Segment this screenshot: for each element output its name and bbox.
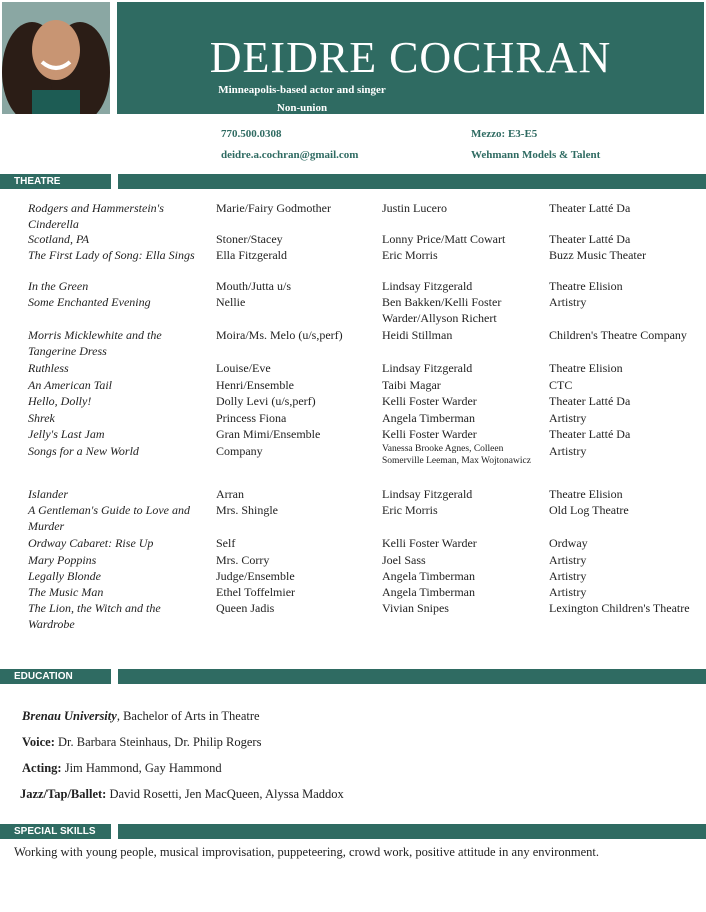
company: Theatre Elision (549, 361, 623, 375)
company: Theater Latté Da (549, 394, 631, 408)
company: Artistry (549, 295, 587, 309)
role: Princess Fiona (216, 411, 287, 425)
role: Mrs. Shingle (216, 503, 279, 517)
show-title: The Music Man (28, 585, 104, 599)
education-voice (22, 734, 261, 750)
role: Self (216, 536, 236, 550)
director: Angela Timberman (382, 411, 475, 425)
headshot-photo (2, 2, 110, 114)
skills-section-header (0, 824, 111, 839)
director: Taibi Magar (382, 378, 441, 392)
show-title: Shrek (28, 411, 55, 425)
role: Henri/Ensemble (216, 378, 294, 392)
director: Angela Timberman (382, 585, 475, 599)
role: Dolly Levi (u/s,perf) (216, 394, 316, 408)
actor-name: DEIDRE COCHRAN (209, 33, 612, 82)
section-label: EDUCATION (14, 671, 73, 682)
company: Theatre Elision (549, 487, 623, 501)
company: Old Log Theatre (549, 503, 629, 517)
agency: Wehmann Models & Talent (471, 149, 601, 161)
section-rule (118, 824, 706, 839)
education-section-header (0, 669, 111, 684)
show-title: An American Tail (28, 378, 113, 392)
director: Kelli Foster Warder (382, 394, 477, 408)
company: Theater Latté Da (549, 201, 631, 215)
degree: , Bachelor of Arts in Theatre (116, 709, 260, 723)
role: Queen Jadis (216, 601, 275, 615)
director: Kelli Foster Warder (382, 427, 477, 441)
dance-teachers: David Rosetti, Jen MacQueen, Alyssa Maddox (106, 787, 344, 801)
show-title: Scotland, PA (28, 232, 90, 246)
director: Joel Sass (382, 553, 426, 567)
director: Eric Morris (382, 248, 438, 262)
company: CTC (549, 378, 573, 392)
voice-range: Mezzo: E3-E5 (471, 128, 538, 140)
director: Kelli Foster Warder (382, 536, 477, 550)
company: Children's Theatre Company (549, 328, 687, 342)
show-title: Morris Micklewhite and the Tangerine Dress (28, 328, 162, 358)
role: Marie/Fairy Godmother (216, 201, 331, 215)
show-title: Rodgers and Hammerstein's Cinderella (28, 201, 164, 231)
director: Eric Morris (382, 503, 438, 517)
show-title: Ruthless (28, 361, 69, 375)
dance-label: Jazz/Tap/Ballet: (20, 787, 107, 801)
headshot-image (2, 2, 110, 114)
show-title: Islander (28, 487, 68, 501)
section-label: SPECIAL SKILLS (14, 826, 96, 837)
role: Gran Mimi/Ensemble (216, 427, 321, 441)
union-status: Non-union (276, 102, 328, 114)
show-title: Ordway Cabaret: Rise Up (28, 536, 154, 550)
school-name: Brenau University (22, 709, 117, 723)
director: Lindsay Fitzgerald (382, 361, 473, 375)
voice-label: Voice: (22, 735, 55, 749)
acting-teachers: Jim Hammond, Gay Hammond (61, 761, 222, 775)
voice-teachers: Dr. Barbara Steinhaus, Dr. Philip Rogers (54, 735, 262, 749)
company: Artistry (549, 411, 587, 425)
education-degree (22, 708, 260, 724)
show-title: A Gentleman's Guide to Love and Murder (28, 503, 190, 533)
director: Lindsay Fitzgerald (382, 487, 473, 501)
director: Justin Lucero (382, 201, 447, 215)
show-title: The Lion, the Witch and the Wardrobe (28, 601, 161, 631)
special-skills-text: Working with young people, musical improvisation, puppeteering, crowd work, positive attitude in any environment. (14, 845, 599, 859)
role: Louise/Eve (216, 361, 271, 375)
show-title: Hello, Dolly! (28, 394, 92, 408)
email-address: deidre.a.cochran@gmail.com (221, 149, 359, 161)
role: Mouth/Jutta u/s (216, 279, 292, 293)
show-title: Some Enchanted Evening (28, 295, 151, 309)
phone-number: 770.500.0308 (221, 128, 282, 140)
show-title: Mary Poppins (28, 553, 97, 567)
company: Artistry (549, 585, 587, 599)
director: Ben Bakken/Kelli Foster Warder/Allyson Richert (382, 295, 502, 325)
role: Moira/Ms. Melo (u/s,perf) (216, 328, 343, 342)
company: Artistry (549, 553, 587, 567)
show-title: Jelly's Last Jam (28, 427, 105, 441)
section-rule (118, 174, 706, 189)
director: Lindsay Fitzgerald (382, 279, 473, 293)
section-label: THEATRE (14, 176, 61, 187)
company: Lexington Children's Theatre (549, 601, 690, 615)
show-title: The First Lady of Song: Ella Sings (28, 248, 195, 262)
tagline: Minneapolis-based actor and singer (218, 84, 386, 96)
director: Vivian Snipes (382, 601, 449, 615)
show-title: In the Green (28, 279, 89, 293)
company: Ordway (549, 536, 588, 550)
education-dance (20, 786, 344, 802)
company: Artistry (549, 444, 587, 458)
director: Vanessa Brooke Agnes, Colleen Somerville Leeman, Max Wojtonawicz (382, 444, 531, 466)
role: Judge/Ensemble (216, 569, 295, 583)
role: Ella Fitzgerald (216, 248, 287, 262)
company: Theater Latté Da (549, 232, 631, 246)
theatre-section-header (0, 174, 111, 189)
role: Arran (216, 487, 244, 501)
show-title: Legally Blonde (28, 569, 101, 583)
company: Theater Latté Da (549, 427, 631, 441)
company: Artistry (549, 569, 587, 583)
director: Heidi Stillman (382, 328, 453, 342)
company: Buzz Music Theater (549, 248, 647, 262)
role: Nellie (216, 295, 246, 309)
acting-label: Acting: (22, 761, 62, 775)
role: Company (216, 444, 263, 458)
director: Lonny Price/Matt Cowart (382, 232, 506, 246)
section-rule (118, 669, 706, 684)
education-acting (22, 760, 222, 776)
show-title: Songs for a New World (28, 444, 139, 458)
company: Theatre Elision (549, 279, 623, 293)
role: Ethel Toffelmier (216, 585, 296, 599)
role: Mrs. Corry (216, 553, 270, 567)
role: Stoner/Stacey (216, 232, 283, 246)
director: Angela Timberman (382, 569, 475, 583)
